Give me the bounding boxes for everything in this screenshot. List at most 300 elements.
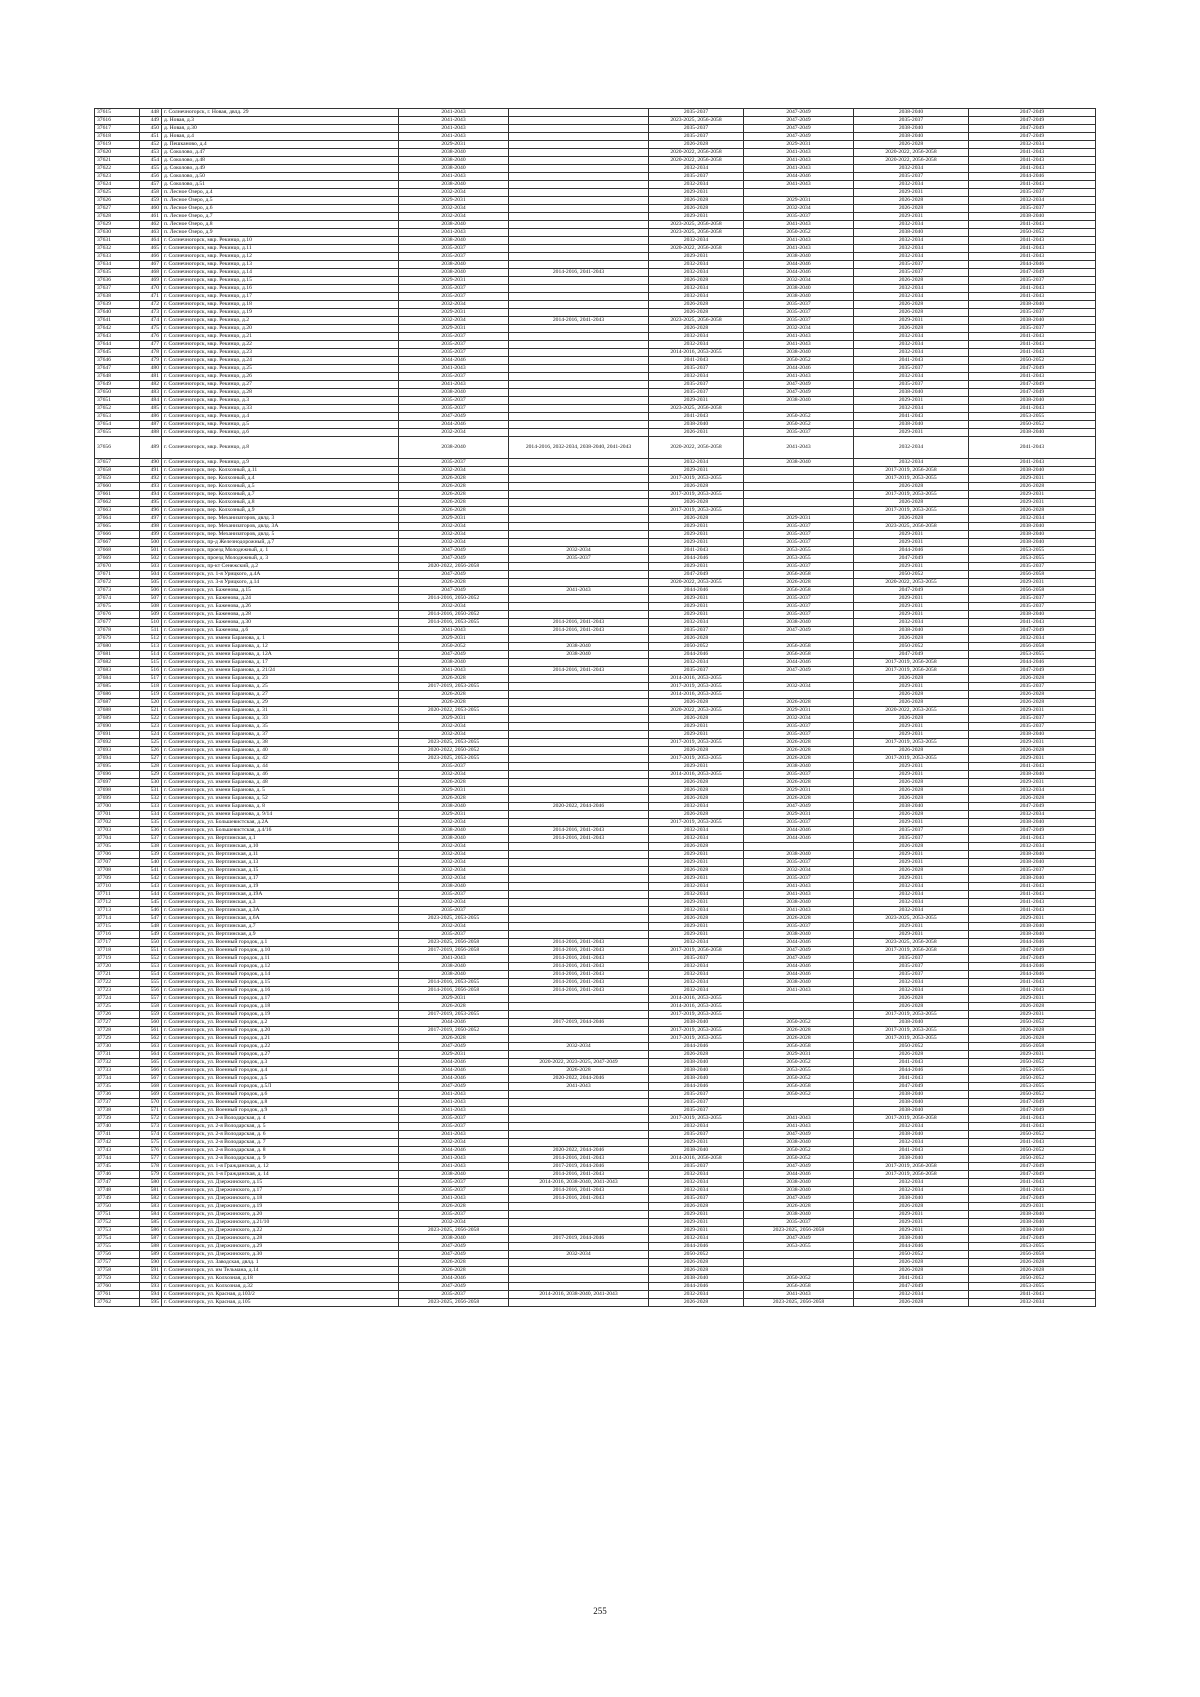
table-cell: 2029-2031 xyxy=(854,539,969,547)
table-cell: 2029-2031 xyxy=(649,1211,744,1219)
table-cell: г. Солнечногорск, ул. 2-я Володарская, д. 8 xyxy=(162,1147,399,1155)
table-cell: 37753 xyxy=(95,1227,140,1235)
table-cell: 461 xyxy=(140,213,162,221)
table-cell: 2050-2052 xyxy=(969,1275,1096,1283)
table-cell: 2032-2034 xyxy=(649,181,744,189)
table-cell: г. Солнечногорск, ул. имени Баранова, д. 31 xyxy=(162,707,399,715)
table-cell xyxy=(509,341,649,349)
table-cell: 508 xyxy=(140,603,162,611)
table-cell xyxy=(509,197,649,205)
table-cell: г. Солнечногорск, ул. Дзержинского, д.22 xyxy=(162,1227,399,1235)
table-row xyxy=(95,301,1096,309)
table-cell: 2029-2031 xyxy=(969,707,1096,715)
table-cell: 2032-2034 xyxy=(649,835,744,843)
table-cell: г. Солнечногорск, ул. Военный городок, д.5 xyxy=(162,1075,399,1083)
table-row xyxy=(95,979,1096,987)
table-row xyxy=(95,971,1096,979)
table-cell: 37656 xyxy=(95,437,140,459)
table-row xyxy=(95,875,1096,883)
table-cell: 2014-2016, 2041-2043 xyxy=(509,1171,649,1179)
table-cell: 568 xyxy=(140,1083,162,1091)
table-cell xyxy=(744,1259,854,1267)
table-cell: 2041-2043 xyxy=(969,349,1096,357)
table-cell: 2032-2034 xyxy=(399,851,509,859)
table-cell: 37714 xyxy=(95,915,140,923)
table-cell: 2032-2034 xyxy=(399,205,509,213)
table-cell: 2029-2031 xyxy=(649,253,744,261)
table-cell: 37662 xyxy=(95,499,140,507)
table-cell: г. Солнечногорск, ул. Баженова, д.24 xyxy=(162,595,399,603)
table-cell: 584 xyxy=(140,1211,162,1219)
table-cell xyxy=(509,173,649,181)
table-row xyxy=(95,931,1096,939)
table-row xyxy=(95,1275,1096,1283)
table-cell: 2035-2037 xyxy=(969,603,1096,611)
table-cell: г. Солнечногорск, мкр. Рекинцо, д.19 xyxy=(162,309,399,317)
table-cell: г. Солнечногорск, ул. 2-я Володарская, д. 4 xyxy=(162,1115,399,1123)
table-cell: 2053-2055 xyxy=(969,547,1096,555)
table-cell xyxy=(509,491,649,499)
table-row xyxy=(95,333,1096,341)
table-cell: 2029-2031 xyxy=(649,731,744,739)
table-cell: 2047-2049 xyxy=(744,381,854,389)
table-cell: 518 xyxy=(140,683,162,691)
table-cell: 453 xyxy=(140,149,162,157)
table-cell: 37683 xyxy=(95,667,140,675)
table-cell: 37705 xyxy=(95,843,140,851)
table-cell: 2017-2019, 2053-2055 xyxy=(649,819,744,827)
table-cell: 37655 xyxy=(95,429,140,437)
table-cell: 2032-2034 xyxy=(854,883,969,891)
table-cell: 2023-2025, 2056-2058 xyxy=(649,317,744,325)
table-cell xyxy=(744,491,854,499)
table-cell: 37619 xyxy=(95,141,140,149)
table-cell: г. Солнечногорск, ул. Дзержинского, д.18 xyxy=(162,1195,399,1203)
table-cell: 2047-2049 xyxy=(744,803,854,811)
table-cell: 2047-2049 xyxy=(854,587,969,595)
table-row xyxy=(95,437,1096,459)
table-cell: г. Солнечногорск, ул. имени Баранова, д. 35 xyxy=(162,723,399,731)
table-cell: п. Лесное Озеро, д.7 xyxy=(162,213,399,221)
table-cell: 2017-2019, 2053-2055 xyxy=(854,755,969,763)
table-cell: 2032-2034 xyxy=(854,405,969,413)
table-cell: 37626 xyxy=(95,197,140,205)
table-cell xyxy=(509,157,649,165)
table-cell: 2035-2037 xyxy=(649,173,744,181)
table-cell: 37675 xyxy=(95,603,140,611)
table-cell: 37689 xyxy=(95,715,140,723)
table-cell: г. Солнечногорск, мкр. Рекинцо, д.18 xyxy=(162,301,399,309)
table-cell: 2029-2031 xyxy=(854,189,969,197)
table-cell xyxy=(744,189,854,197)
table-cell: 2038-2040 xyxy=(854,1195,969,1203)
table-cell: 2029-2031 xyxy=(854,397,969,405)
table-cell: 2032-2034 xyxy=(854,293,969,301)
table-cell: 2026-2028 xyxy=(649,309,744,317)
table-cell: 2038-2040 xyxy=(509,651,649,659)
table-cell xyxy=(509,699,649,707)
table-cell: 2017-2019, 2050-2052 xyxy=(399,1027,509,1035)
table-cell: 580 xyxy=(140,1179,162,1187)
table-cell: 37745 xyxy=(95,1163,140,1171)
table-cell: 2044-2046 xyxy=(744,659,854,667)
table-cell: 37669 xyxy=(95,555,140,563)
table-row xyxy=(95,835,1096,843)
table-cell: 2032-2034 xyxy=(854,1139,969,1147)
table-cell: 2035-2037 xyxy=(509,555,649,563)
table-cell: 2035-2037 xyxy=(969,683,1096,691)
table-cell: 2032-2034 xyxy=(399,317,509,325)
table-row xyxy=(95,1283,1096,1291)
table-cell: 37649 xyxy=(95,381,140,389)
table-cell: г. Солнечногорск, ул. Баженова, д.15 xyxy=(162,587,399,595)
table-cell: 2020-2022, 2056-2058 xyxy=(649,149,744,157)
table-cell: 2050-2052 xyxy=(969,1059,1096,1067)
table-cell: 2026-2028 xyxy=(969,699,1096,707)
table-cell xyxy=(509,357,649,365)
table-cell: 2029-2031 xyxy=(649,595,744,603)
table-cell: 2026-2028 xyxy=(649,635,744,643)
table-row xyxy=(95,1091,1096,1099)
table-cell: 522 xyxy=(140,715,162,723)
table-cell xyxy=(509,333,649,341)
table-cell: 2029-2031 xyxy=(854,563,969,571)
table-row xyxy=(95,237,1096,245)
table-cell: 503 xyxy=(140,563,162,571)
table-cell xyxy=(509,245,649,253)
table-cell xyxy=(744,475,854,483)
table-cell: 2014-2016, 2053-2055 xyxy=(649,691,744,699)
table-cell: 2053-2055 xyxy=(969,1067,1096,1075)
table-cell: 494 xyxy=(140,491,162,499)
table-cell: 552 xyxy=(140,955,162,963)
table-cell: 2032-2034 xyxy=(509,547,649,555)
table-cell: 2026-2028 xyxy=(649,747,744,755)
table-cell: 37686 xyxy=(95,691,140,699)
table-cell: 2035-2037 xyxy=(399,333,509,341)
table-cell: 2038-2040 xyxy=(969,611,1096,619)
table-cell: 37668 xyxy=(95,547,140,555)
table-cell xyxy=(509,779,649,787)
table-cell: 2032-2034 xyxy=(854,899,969,907)
table-cell: 2041-2043 xyxy=(969,149,1096,157)
table-cell: 2041-2043 xyxy=(399,667,509,675)
table-cell: 557 xyxy=(140,995,162,1003)
table-cell: 2017-2019, 2053-2055 xyxy=(649,1035,744,1043)
table-cell: 2029-2031 xyxy=(969,739,1096,747)
table-cell: 37622 xyxy=(95,165,140,173)
table-cell: 2035-2037 xyxy=(649,381,744,389)
table-row xyxy=(95,499,1096,507)
table-cell: 2035-2037 xyxy=(854,963,969,971)
table-cell xyxy=(509,1299,649,1307)
table-cell: 2032-2034 xyxy=(854,1123,969,1131)
table-cell: 2026-2028 xyxy=(854,499,969,507)
table-cell: 2020-2022, 2053-2055 xyxy=(399,707,509,715)
table-cell: 2044-2046 xyxy=(649,555,744,563)
table-cell: 37648 xyxy=(95,373,140,381)
table-row xyxy=(95,133,1096,141)
table-cell: 37716 xyxy=(95,931,140,939)
table-cell: 2047-2049 xyxy=(399,651,509,659)
table-cell: 37743 xyxy=(95,1147,140,1155)
table-cell: 37623 xyxy=(95,173,140,181)
table-cell: 459 xyxy=(140,197,162,205)
table-cell xyxy=(509,133,649,141)
table-cell: 2035-2037 xyxy=(744,213,854,221)
table-cell: 2017-2019, 2056-2058 xyxy=(854,667,969,675)
table-cell: 2032-2034 xyxy=(649,987,744,995)
table-cell: 2038-2040 xyxy=(399,261,509,269)
table-cell: 37756 xyxy=(95,1251,140,1259)
table-cell: 2029-2031 xyxy=(854,1211,969,1219)
table-row xyxy=(95,491,1096,499)
table-cell: г. Солнечногорск, мкр. Рекинцо, д.33 xyxy=(162,405,399,413)
table-cell: 2035-2037 xyxy=(744,819,854,827)
table-cell: 583 xyxy=(140,1203,162,1211)
table-row xyxy=(95,245,1096,253)
table-cell: 2041-2043 xyxy=(649,413,744,421)
table-cell xyxy=(509,1051,649,1059)
table-cell: 581 xyxy=(140,1187,162,1195)
table-cell: 37661 xyxy=(95,491,140,499)
table-cell: 2035-2037 xyxy=(744,523,854,531)
table-cell: 37749 xyxy=(95,1195,140,1203)
table-cell: 2032-2034 xyxy=(649,883,744,891)
table-cell: 2038-2040 xyxy=(969,397,1096,405)
table-cell: 2026-2028 xyxy=(854,309,969,317)
table-cell: 2029-2031 xyxy=(649,723,744,731)
table-cell: 2041-2043 xyxy=(969,405,1096,413)
table-cell: 2050-2052 xyxy=(744,1075,854,1083)
table-cell xyxy=(509,285,649,293)
table-cell: 2014-2016, 2041-2043 xyxy=(509,955,649,963)
table-cell: 2038-2040 xyxy=(744,1187,854,1195)
table-row xyxy=(95,253,1096,261)
table-row xyxy=(95,723,1096,731)
table-row xyxy=(95,381,1096,389)
table-cell: 2041-2043 xyxy=(969,763,1096,771)
table-cell xyxy=(509,635,649,643)
table-cell: 2029-2031 xyxy=(649,763,744,771)
table-row xyxy=(95,859,1096,867)
table-cell: г. Солнечногорск, ул. 1-я Гражданская, д. 14 xyxy=(162,1171,399,1179)
table-cell: 37664 xyxy=(95,515,140,523)
table-row xyxy=(95,691,1096,699)
table-cell: 2023-2025, 2056-2058 xyxy=(649,221,744,229)
table-cell: 2014-2016, 2053-2055 xyxy=(649,675,744,683)
table-cell: 491 xyxy=(140,467,162,475)
table-cell: 2017-2019, 2056-2058 xyxy=(854,947,969,955)
table-cell: 2029-2031 xyxy=(649,531,744,539)
table-cell: 2026-2028 xyxy=(399,491,509,499)
table-cell: 542 xyxy=(140,875,162,883)
table-cell: г. Солнечногорск, мкр. Рекинцо, д.6 xyxy=(162,429,399,437)
table-cell: г. Солнечногорск, ул. Вертлинская, д.9 xyxy=(162,931,399,939)
table-cell: 2032-2034 xyxy=(969,787,1096,795)
table-cell: г. Солнечногорск, мкр. Рекинцо, д.10 xyxy=(162,237,399,245)
table-cell: 2035-2037 xyxy=(399,373,509,381)
table-cell: 2038-2040 xyxy=(969,301,1096,309)
table-cell: 2044-2046 xyxy=(854,547,969,555)
table-cell: 463 xyxy=(140,229,162,237)
table-row xyxy=(95,1019,1096,1027)
table-cell: 2050-2052 xyxy=(969,1019,1096,1027)
table-cell: 2026-2028 xyxy=(854,515,969,523)
table-cell: 2044-2046 xyxy=(969,261,1096,269)
table-row xyxy=(95,181,1096,189)
table-row xyxy=(95,1059,1096,1067)
table-row xyxy=(95,269,1096,277)
table-cell: 452 xyxy=(140,141,162,149)
table-cell: 37630 xyxy=(95,229,140,237)
table-cell: 2032-2034 xyxy=(649,285,744,293)
table-cell: 586 xyxy=(140,1227,162,1235)
table-cell: 450 xyxy=(140,125,162,133)
table-cell: 2035-2037 xyxy=(744,723,854,731)
table-cell: 2047-2049 xyxy=(969,1195,1096,1203)
table-cell: 2029-2031 xyxy=(399,309,509,317)
table-cell: 2017-2019, 2053-2055 xyxy=(649,1115,744,1123)
table-cell: 2014-2016, 2053-2055 xyxy=(649,349,744,357)
table-cell: 37618 xyxy=(95,133,140,141)
table-cell: 2035-2037 xyxy=(399,349,509,357)
table-row xyxy=(95,995,1096,1003)
table-cell: 2032-2034 xyxy=(649,891,744,899)
table-cell: г. Солнечногорск, ул. Вертлинская, д.17 xyxy=(162,875,399,883)
table-cell: 2044-2046 xyxy=(744,971,854,979)
table-cell: 573 xyxy=(140,1123,162,1131)
table-cell: 2032-2034 xyxy=(744,683,854,691)
table-cell: г. Солнечногорск, ул. Вертлинская, д.19А xyxy=(162,891,399,899)
table-cell: 2017-2019, 2053-2055 xyxy=(649,683,744,691)
table-cell xyxy=(509,1275,649,1283)
table-cell: 2050-2052 xyxy=(744,357,854,365)
table-cell xyxy=(509,755,649,763)
table-cell: 2050-2052 xyxy=(969,357,1096,365)
table-cell: 2041-2043 xyxy=(969,341,1096,349)
table-cell: 2041-2043 xyxy=(854,413,969,421)
table-cell: 2029-2031 xyxy=(744,515,854,523)
table-cell: 2026-2028 xyxy=(649,1299,744,1307)
table-cell: 465 xyxy=(140,245,162,253)
table-cell: 2041-2043 xyxy=(969,1115,1096,1123)
table-cell: 567 xyxy=(140,1075,162,1083)
table-cell: 2038-2040 xyxy=(399,149,509,157)
table-cell xyxy=(509,1211,649,1219)
table-cell: 2029-2031 xyxy=(399,787,509,795)
table-cell: 2032-2034 xyxy=(854,1291,969,1299)
table-cell: 2032-2034 xyxy=(399,603,509,611)
table-cell: 2041-2043 xyxy=(399,1091,509,1099)
table-cell: 2038-2040 xyxy=(854,125,969,133)
table-cell: г. Солнечногорск, ул. имени Баранова, д. 8 xyxy=(162,803,399,811)
table-cell: 37676 xyxy=(95,611,140,619)
table-cell: 37628 xyxy=(95,213,140,221)
table-cell: 2038-2040 xyxy=(399,827,509,835)
table-cell: г. Солнечногорск, ул. Военный городок, д.14 xyxy=(162,971,399,979)
table-cell: 2038-2040 xyxy=(969,1211,1096,1219)
table-cell xyxy=(509,1091,649,1099)
table-cell: 2026-2028 xyxy=(744,779,854,787)
table-cell: 2017-2019, 2053-2055 xyxy=(854,491,969,499)
table-cell: 2026-2028 xyxy=(854,1259,969,1267)
table-cell: 2017-2019, 2056-2058 xyxy=(854,1163,969,1171)
table-cell: 2017-2019, 2053-2055 xyxy=(399,1011,509,1019)
table-cell: 2035-2037 xyxy=(744,301,854,309)
table-cell: 464 xyxy=(140,237,162,245)
table-cell: г. Солнечногорск, ул. Баженова, д.30 xyxy=(162,619,399,627)
table-cell: г. Солнечногорск, ул. Баженова, д.6 xyxy=(162,627,399,635)
table-cell: 2029-2031 xyxy=(854,851,969,859)
table-cell: 538 xyxy=(140,843,162,851)
table-cell: 2029-2031 xyxy=(649,1227,744,1235)
table-cell: 2032-2034 xyxy=(854,341,969,349)
table-cell: 2026-2028 xyxy=(854,141,969,149)
table-cell: 527 xyxy=(140,755,162,763)
table-cell: 454 xyxy=(140,157,162,165)
table-row xyxy=(95,587,1096,595)
table-cell: 2032-2034 xyxy=(744,205,854,213)
table-cell: 468 xyxy=(140,269,162,277)
table-cell xyxy=(509,747,649,755)
table-cell: г. Солнечногорск, ул. Дзержинского, д.21/10 xyxy=(162,1219,399,1227)
table-row xyxy=(95,1075,1096,1083)
table-cell: 2044-2046 xyxy=(744,1171,854,1179)
table-cell: 2014-2016, 2041-2043 xyxy=(509,619,649,627)
table-cell: 37703 xyxy=(95,827,140,835)
table-cell: г. Солнечногорск, пер. Колхозный, д.5 xyxy=(162,483,399,491)
table-cell: 544 xyxy=(140,891,162,899)
table-cell: 2053-2055 xyxy=(744,547,854,555)
table-cell xyxy=(744,635,854,643)
table-cell: 2038-2040 xyxy=(744,285,854,293)
table-cell: д. Новая, д.3 xyxy=(162,117,399,125)
table-cell: 2014-2016, 2041-2043 xyxy=(509,971,649,979)
table-cell: г. Солнечногорск, ул. имени Баранова, д. 38 xyxy=(162,739,399,747)
table-cell: 2017-2019, 2053-2055 xyxy=(854,739,969,747)
table-cell: 2047-2049 xyxy=(649,571,744,579)
table-cell: 2035-2037 xyxy=(744,539,854,547)
table-cell: 2026-2028 xyxy=(649,795,744,803)
table-row xyxy=(95,173,1096,181)
table-cell: 2041-2043 xyxy=(399,1131,509,1139)
table-cell: 2026-2028 xyxy=(399,1259,509,1267)
table-cell xyxy=(509,381,649,389)
table-cell: 37708 xyxy=(95,867,140,875)
table-cell: г. Солнечногорск, ул. 2-я Володарская, д. 9 xyxy=(162,1155,399,1163)
table-cell: 2035-2037 xyxy=(744,771,854,779)
table-cell: 505 xyxy=(140,579,162,587)
table-cell: 2029-2031 xyxy=(649,523,744,531)
table-cell: 2032-2034 xyxy=(854,437,969,459)
table-cell: 2032-2034 xyxy=(854,237,969,245)
table-cell: 2029-2031 xyxy=(969,995,1096,1003)
table-cell xyxy=(509,539,649,547)
table-cell xyxy=(509,467,649,475)
table-cell: г. Солнечногорск, ул. Вертлинская, д.11 xyxy=(162,851,399,859)
table-cell: 37620 xyxy=(95,149,140,157)
table-cell: 2047-2049 xyxy=(744,389,854,397)
table-cell: 2038-2040 xyxy=(649,421,744,429)
table-cell: 2038-2040 xyxy=(399,269,509,277)
table-cell: 2017-2019, 2056-2058 xyxy=(399,947,509,955)
table-row xyxy=(95,1067,1096,1075)
table-cell: 579 xyxy=(140,1171,162,1179)
table-cell: 2035-2037 xyxy=(649,1091,744,1099)
table-cell: 2038-2040 xyxy=(744,293,854,301)
table-cell: 2035-2037 xyxy=(744,1219,854,1227)
